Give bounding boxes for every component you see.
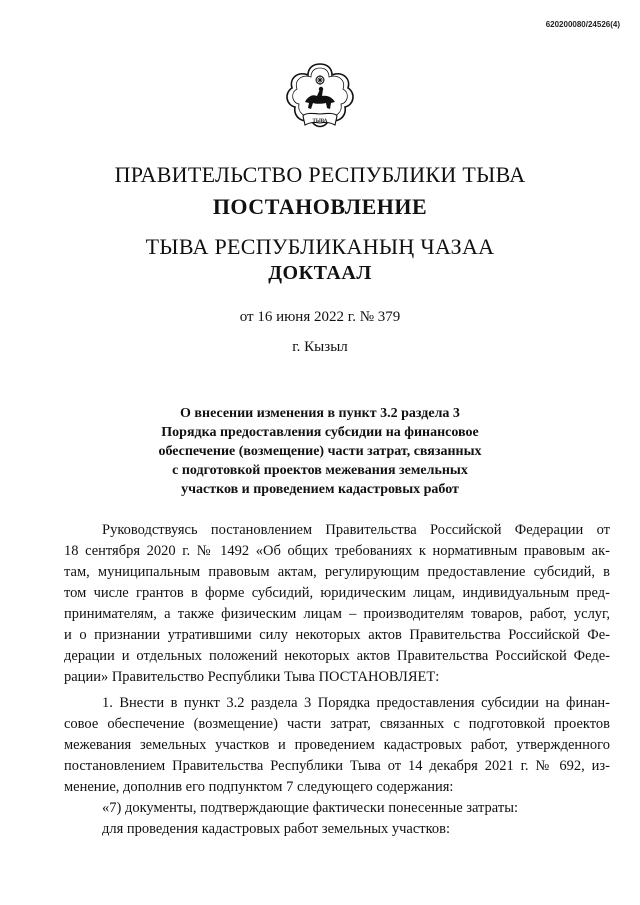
paragraph-line: там, муниципальным правовым актам, регулирующим предоставление субсидий, в: [64, 564, 610, 580]
paragraph-line: том числе грантов в форме субсидий, юридическим лицам, индивидуальным пред-: [64, 585, 610, 601]
paragraph-line: 18 сентября 2020 г. № 1492 «Об общих требованиях к нормативным правовым ак-: [64, 543, 610, 559]
document-title: [100, 404, 540, 499]
paragraph-line: рации» Правительство Республики Тыва ПОСТАНОВЛЯЕТ:: [64, 669, 440, 685]
title-line: участков и проведением кадастровых работ: [181, 482, 459, 497]
paragraph-line: 1. Внести в пункт 3.2 раздела 3 Порядка предоставления субсидии на финан-: [102, 695, 610, 711]
paragraph-line: совое обеспечение (возмещение) части затрат, связанных с подготовкой проектов: [64, 716, 610, 732]
document-code: 620200080/24526(4): [545, 20, 620, 29]
paragraph-line: и о признании утратившими силу некоторых актов Правительства Российской Фе-: [64, 627, 610, 643]
clause-1-paragraph: [64, 693, 610, 840]
paragraph-line: принимателям, а также физическим лицам – производителям товаров, работ, услуг,: [64, 606, 610, 622]
title-line: с подготовкой проектов межевания земельных: [172, 463, 468, 478]
title-line: Порядка предоставления субсидии на финансовое: [161, 425, 479, 440]
paragraph-line: межевания земельных участков и проведением кадастровых работ, утвержденного: [64, 737, 610, 753]
paragraph-line: дерации и отдельных положений некоторых актов Правительства Российской Феде-: [64, 648, 610, 664]
document-city: г. Кызыл: [292, 339, 348, 355]
government-name-tyva: ТЫВА РЕСПУБЛИКАНЫҢ ЧАЗАА: [145, 234, 495, 259]
paragraph-line: для проведения кадастровых работ земельных участков:: [102, 821, 451, 837]
preamble-paragraph: [64, 520, 610, 688]
government-name-ru: ПРАВИТЕЛЬСТВО РЕСПУБЛИКИ ТЫВА: [114, 162, 526, 187]
coat-of-arms-icon: [285, 58, 355, 146]
paragraph-line: Руководствуясь постановлением Правительства Российской Федерации от: [102, 522, 610, 538]
document-type-tyva: ДОКТААЛ: [268, 262, 372, 284]
document-date-number: от 16 июня 2022 г. № 379: [239, 309, 401, 325]
paragraph-line: «7) документы, подтверждающие фактически понесенные затраты:: [102, 800, 518, 816]
title-line: О внесении изменения в пункт 3.2 раздела 3: [180, 406, 460, 421]
document-type-ru: ПОСТАНОВЛЕНИЕ: [212, 194, 428, 219]
title-line: обеспечение (возмещение) части затрат, связанных: [158, 444, 482, 459]
emblem-ribbon-text: ТЫВА: [312, 119, 328, 124]
paragraph-line: постановлением Правительства Республики Тыва от 14 декабря 2021 г. № 692, из-: [64, 758, 610, 774]
paragraph-line: менение, дополнив его подпунктом 7 следующего содержания:: [64, 779, 454, 795]
